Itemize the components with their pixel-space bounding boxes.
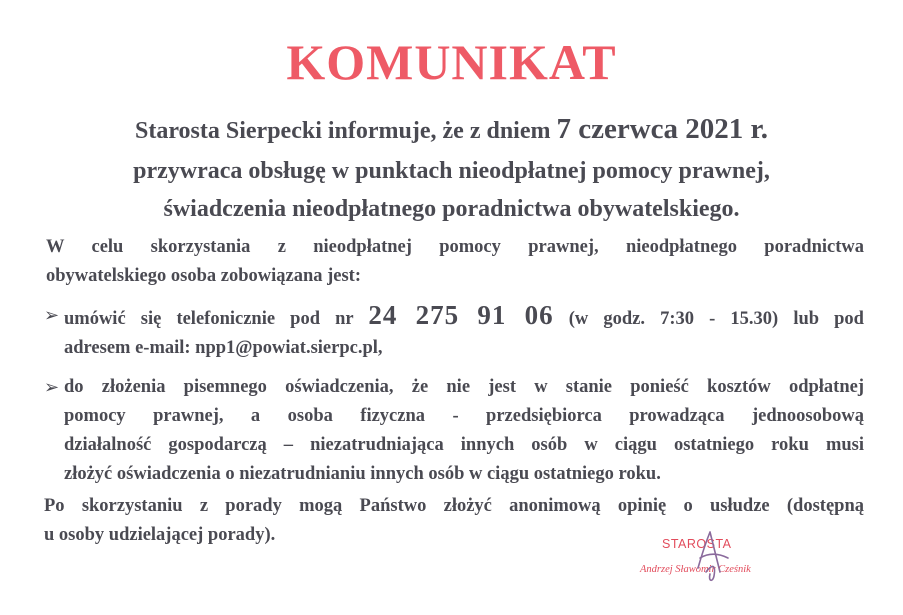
stamp-name: Andrzej Sławomir Cześnik [640, 564, 751, 575]
declaration-line-3: działalność gospodarczą – niezatrudniająca innych osób w ciągu ostatniego roku musi [64, 435, 864, 455]
closing-line-1: Po skorzystaniu z porady mogą Państwo złożyć anonimową opinię o usłudze (dostępną [44, 496, 864, 516]
headline-intro: Starosta Sierpecki informuje, że z dniem [134, 118, 557, 144]
intro-paragraph [46, 233, 864, 291]
list-item-phone-line-1 [64, 301, 864, 334]
intro-line-1: W celu skorzystania z nieodpłatnej pomocy prawnej, nieodpłatnego poradnictwa [46, 237, 864, 257]
headline-line-2: przywraca obsługę w punktach nieodpłatnej pomocy prawnej, [133, 158, 770, 184]
declaration-line-4: złożyć oświadczenia o niezatrudnianiu innych osób w ciągu ostatniego roku. [64, 464, 661, 484]
headline-date: 7 czerwca 2021 r. [556, 113, 768, 145]
stamp-title: STAROSTA [662, 537, 732, 551]
list-item-declaration [44, 373, 864, 489]
arrow-bullet-icon: ➢ [44, 305, 60, 325]
official-stamp [640, 528, 780, 588]
declaration-line-1: do złożenia pisemnego oświadczenia, że nie jest w stanie ponieść kosztów odpłatnej [64, 377, 864, 397]
signature-icon [680, 528, 740, 588]
email-line: adresem e-mail: npp1@powiat.sierpc.pl, [64, 338, 383, 358]
phone-hours: (w godz. 7:30 - 15.30) lub pod [553, 309, 864, 329]
phone-intro: umówić się telefonicznie pod nr [64, 309, 369, 329]
headline-line-1 [0, 114, 903, 146]
intro-line-2: obywatelskiego osoba zobowiązana jest: [46, 266, 362, 286]
closing-line-2: u osoby udzielającej porady). [44, 525, 276, 545]
phone-number: 24 275 91 06 [368, 300, 554, 330]
arrow-bullet-icon: ➢ [44, 377, 60, 397]
headline-line-3: świadczenia nieodpłatnego poradnictwa obywatelskiego. [163, 196, 740, 222]
list-item-phone [44, 301, 864, 363]
page-title: KOMUNIKAT [286, 34, 617, 90]
declaration-line-2: pomocy prawnej, a osoba fizyczna - przedsiębiorca prowadząca jednoosobową [64, 406, 864, 426]
